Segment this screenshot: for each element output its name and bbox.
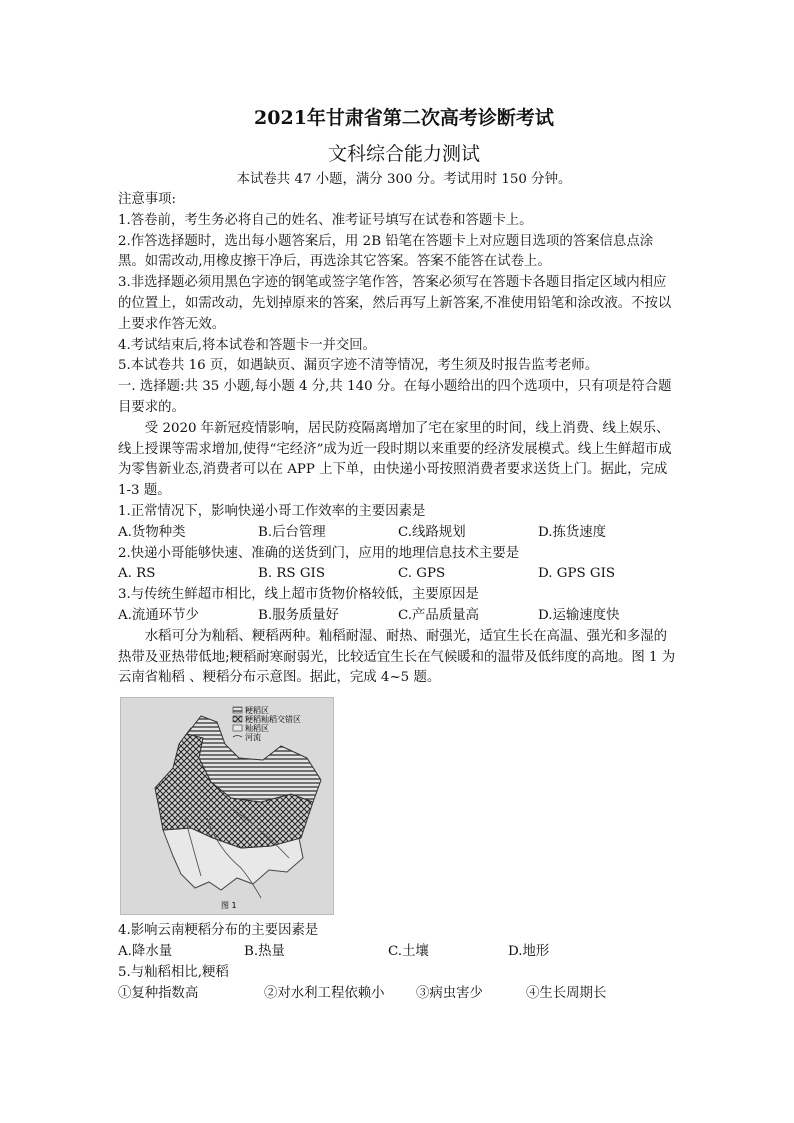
option-c: C.产品质量高 bbox=[398, 607, 479, 623]
figure-caption: 图 1 bbox=[221, 901, 237, 911]
option-c: C.土壤 bbox=[388, 943, 429, 959]
option-a: A.降水量 bbox=[118, 943, 173, 959]
question-3-stem: 3.与传统生鲜超市相比，线上超市货物价格较低，主要原因是 bbox=[118, 587, 479, 603]
legend-japonica: 粳稻区 bbox=[245, 706, 269, 716]
yunnan-rice-map bbox=[120, 697, 334, 915]
notice-item: 3.非选择题必须用黑色字迹的钢笔或签字笔作答，答案必须写在答题卡各题目指定区域内相应的位置上，如需改动，先划掉原来的答案，然后再写上新答案,不准使用铅笔和涂改液。不按以上要求作答无效。 bbox=[118, 275, 672, 332]
exam-title: 2021年甘肃省第二次高考诊断考试 bbox=[254, 107, 554, 129]
exam-subtitle: 文科综合能力测试 bbox=[327, 143, 480, 165]
option-b: B. RS GIS bbox=[258, 566, 326, 582]
option-2: ②对水利工程依赖小 bbox=[264, 985, 385, 1001]
passage-2: 水稻可分为籼稻、粳稻两种。籼稻耐湿、耐热、耐强光，适宜生长在高温、强光和多湿的热带及亚热带低地;粳稻耐寒耐弱光，比较适宜生长在气候暖和的温带及低纬度的高地。图 1 为云南省籼稻 、粳稻分布示意图。据此，完成 4~5 题。 bbox=[118, 628, 676, 686]
option-a: A.货物种类 bbox=[118, 524, 186, 540]
map-graphic bbox=[121, 698, 333, 914]
notice-item: 1.答卷前，考生务必将自己的姓名、准考证号填写在试卷和答题卡上。 bbox=[118, 212, 533, 228]
question-1-options bbox=[118, 523, 678, 544]
option-c: C.线路规划 bbox=[398, 524, 466, 540]
notice-item: 5.本试卷共 16 页，如遇缺页、漏页字迹不清等情况，考生须及时报告监考老师。 bbox=[118, 358, 599, 374]
option-3: ③病虫害少 bbox=[416, 985, 483, 1001]
option-b: B.服务质量好 bbox=[258, 607, 340, 623]
question-2-stem: 2.快递小哥能够快速、准确的送货到门，应用的地理信息技术主要是 bbox=[118, 545, 520, 561]
option-c: C. GPS bbox=[398, 566, 446, 582]
question-4-stem: 4.影响云南粳稻分布的主要因素是 bbox=[118, 923, 319, 939]
option-b: B.热量 bbox=[244, 943, 285, 959]
section-heading: 一. 选择题:共 35 小题,每小题 4 分,共 140 分。在每小题给出的四个选项中，只有项是符合题目要求的。 bbox=[118, 379, 672, 415]
option-d: D.运输速度快 bbox=[538, 607, 620, 623]
question-5-stem: 5.与籼稻相比,粳稻 bbox=[118, 964, 229, 980]
option-1: ①复种指数高 bbox=[118, 985, 199, 1001]
option-b: B.后台管理 bbox=[258, 524, 326, 540]
option-d: D.拣货速度 bbox=[538, 524, 607, 540]
notice-item: 2.作答选择题时，选出每小题答案后，用 2B 铅笔在答题卡上对应题目选项的答案信息点涂黑。如需改动,用橡皮擦干净后，再选涂其它答案。答案不能答在试卷上。 bbox=[118, 233, 654, 270]
question-4-options bbox=[118, 942, 678, 963]
notice-item: 4.考试结束后,将本试卷和答题卡一并交回。 bbox=[118, 337, 377, 353]
option-d: D. GPS GIS bbox=[538, 566, 616, 582]
legend-xian: 籼稻区 bbox=[245, 724, 269, 734]
legend-mixed: 粳稻籼稻交错区 bbox=[245, 715, 301, 725]
notice-heading: 注意事项: bbox=[118, 192, 177, 207]
passage-1: 受 2020 年新冠疫情影响，居民防疫隔离增加了宅在家里的时间，线上消费、线上娱乐、线上授课等需求增加,使得“宅经济”成为近一段时期以来重要的经济发展模式。线上生鲜超市成为零售新业态,消费者可以在 APP 上下单，由快递小哥按照消费者要求送货上门。据此，完成 1-3 题。 bbox=[118, 420, 672, 499]
option-a: A. RS bbox=[118, 566, 156, 582]
question-2-options bbox=[118, 564, 678, 585]
option-a: A.流通环节少 bbox=[118, 607, 199, 623]
option-d: D.地形 bbox=[508, 943, 550, 959]
exam-meta: 本试卷共 47 小题，满分 300 分。考试用时 150 分钟。 bbox=[236, 172, 572, 187]
exam-page bbox=[118, 104, 678, 1004]
legend-river: 河流 bbox=[245, 733, 261, 743]
question-5-options bbox=[118, 984, 678, 1005]
question-1-stem: 1.正常情况下，影响快递小哥工作效率的主要因素是 bbox=[118, 503, 426, 519]
option-4: ④生长周期长 bbox=[526, 985, 607, 1001]
question-3-options bbox=[118, 606, 678, 627]
